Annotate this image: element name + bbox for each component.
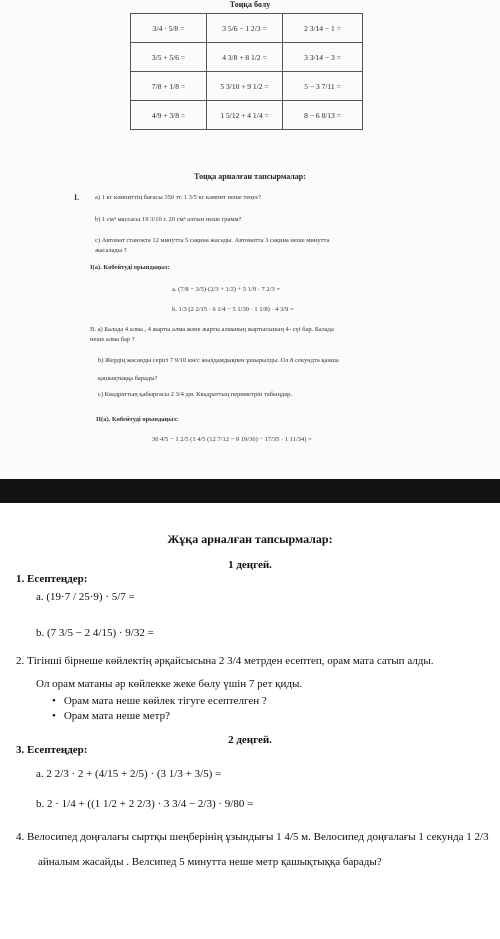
grid-row — [131, 72, 363, 101]
task-I-b: b) 1 см³ массасы 19 3/10 г. 20 см³ алтын неше грамм? — [95, 216, 242, 223]
question-2-line1: 2. Тігінші бірнеше көйлектің әрқайсысына 2 3/4 метрден есептеп, орам мата сатып алды. — [16, 655, 434, 667]
task-Ia-b: b. 1/3 (2 2/15 · 6 1/4 − 5 1/30 · 1 1/8) · 4 3/9 = — [172, 306, 294, 313]
level-1-heading: 1 деңгей. — [228, 559, 272, 571]
task-Ia-title: I(a). Көбейтуді орындаңыз: — [90, 264, 170, 271]
grid-row — [131, 43, 363, 72]
task-I-label: I. — [74, 193, 80, 202]
grid-cell: 4 3/8 + 8 1/2 = — [207, 43, 283, 72]
grid-cell: 3/4 · 5/8 = — [131, 14, 207, 43]
task-II-b-line2: қашықтыққа барады? — [98, 375, 158, 382]
task-II-a-line2: неше алма бар ? — [90, 336, 135, 343]
grid-cell: 3 3/14 − 3 = — [283, 43, 363, 72]
level-2-heading: 2 деңгей. — [228, 734, 272, 746]
grid-row — [131, 101, 363, 130]
task-I-c-line1: c) Автомат станокта 12 минутта 5 сақина жасады. Автоматта 3 сақина неше минутта — [95, 237, 330, 244]
grid-cell: 1 5/12 + 4 1/4 = — [207, 101, 283, 130]
bottom-title: Жұқа арналған тапсырмалар: — [167, 532, 333, 546]
task-II-c: c) Квадраттың қабырғасы 2 3/4 дм. Квадраттың периметрін табыңдар. — [98, 391, 293, 398]
tasks-title: Тоңқа арналған тапсырмалар: — [194, 172, 306, 181]
grid-cell: 8 − 6 8/13 = — [283, 101, 363, 130]
worksheet-page-bottom — [0, 503, 500, 939]
question-3-heading: 3. Есептеңдер: — [16, 744, 88, 756]
page-separator-band — [0, 479, 500, 503]
grid-cell: 7/8 + 1/8 = — [131, 72, 207, 101]
question-2-bullet-2: • Орам мата неше метр? — [52, 710, 170, 722]
question-2-line2: Ол орам матаны әр көйлекке жеке бөлу үшін 7 рет қиды. — [36, 678, 303, 690]
task-IIa-title: II(a). Көбейтуді орындаңыз: — [96, 416, 179, 423]
question-2-bullet-1: • Орам мата неше көйлек тігуге есептелген ? — [52, 695, 267, 707]
task-II-a-line1: II. а) Балада 4 алма , 4 жарты алма және жарты алманың жартысының 4- сүі бар. Балада — [90, 326, 334, 333]
grid-row — [131, 14, 363, 43]
fraction-grid — [130, 13, 363, 130]
question-4-line1: 4. Велосипед доңғалағы сыртқы шеңберінің ұзындығы 1 4/5 м. Велосипед доңғалағы 1 секунда 1 2/3 — [16, 831, 489, 843]
question-1-b: b. (7 3/5 − 2 4/15) · 9/32 = — [36, 627, 154, 639]
task-Ia-a: a. (7/8 − 3/5)·(2/3 + 1/2) + 5 1/9 · 7 2/3 = — [172, 286, 280, 293]
grid-cell: 3/5 + 5/6 = — [131, 43, 207, 72]
question-3-b: b. 2 · 1/4 + ((1 1/2 + 2 2/3) · 3 3/4 − 2/3) · 9/80 = — [36, 798, 254, 810]
task-II-b-line1: b) Жердің жасанды серігі 7 9/10 км/с жылдамдықпен ұшырылды. Ол 8 секундта қанша — [98, 357, 339, 364]
question-1-a: a. (19·7 / 25·9) · 5/7 = — [36, 591, 135, 603]
task-IIa-expression: 30 4/5 − 1 2/5 (1 4/5 (12 7/12 − 9 19/36) − 17/35 · 1 11/34) = — [152, 436, 312, 443]
question-4-line2: айналым жасайды . Велсипед 5 минутта неше метр қашықтыққа барады? — [38, 856, 382, 868]
grid-cell: 4/9 + 3/8 = — [131, 101, 207, 130]
grid-cell: 5 − 3 7/11 = — [283, 72, 363, 101]
question-3-a: a. 2 2/3 · 2 + (4/15 + 2/5) · (3 1/3 + 3/5) = — [36, 768, 222, 780]
grid-cell: 2 3/14 − 1 = — [283, 14, 363, 43]
task-I-a: а) 1 кг кәмпиттің бағасы 350 тг. 1 3/5 кг кәмпит неше теңге? — [95, 194, 261, 201]
question-1-heading: 1. Есептеңдер: — [16, 573, 88, 585]
grid-cell: 3 5/6 − 1 2/3 = — [207, 14, 283, 43]
top-title: Тоңқа болу — [229, 0, 271, 9]
grid-cell: 5 3/10 + 9 1/2 = — [207, 72, 283, 101]
task-I-c-line2: жасалады ? — [95, 247, 127, 254]
